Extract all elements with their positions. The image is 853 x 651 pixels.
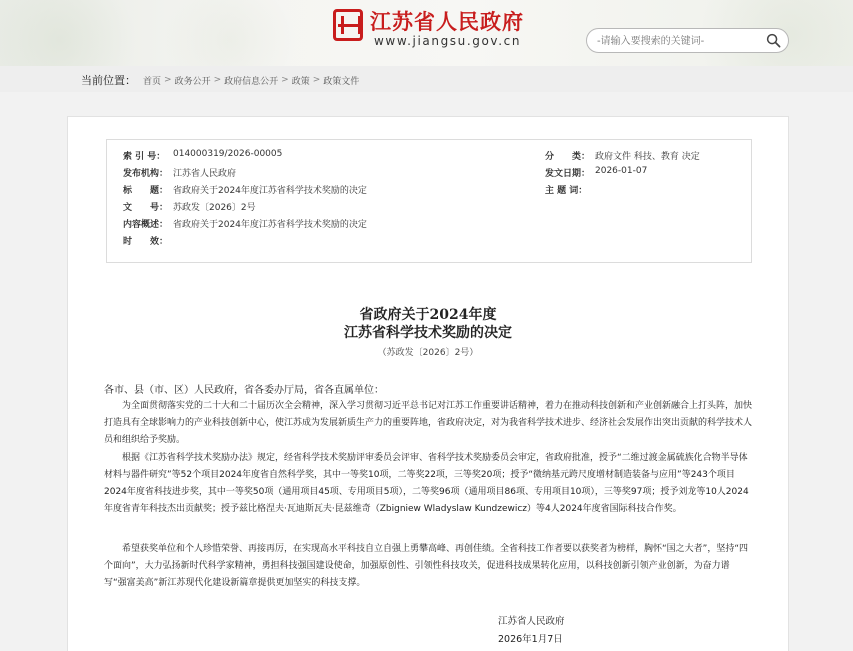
breadcrumb-item-info-disclosure[interactable]: 政府信息公开	[224, 76, 279, 87]
breadcrumb	[81, 72, 359, 88]
meta-index-row	[123, 149, 282, 162]
meta-index-label: 索 引 号：	[123, 152, 166, 162]
meta-index-value: 014000319/2026-00005	[173, 149, 283, 159]
document-sign-date: 2026年1月7日	[498, 634, 563, 645]
meta-date-label: 发文日期：	[545, 169, 591, 179]
header-decoration	[150, 0, 310, 66]
breadcrumb-item-policy[interactable]: 政策	[291, 76, 310, 87]
site-url: www.jiangsu.gov.cn	[374, 34, 522, 48]
meta-title-row	[123, 183, 367, 196]
meta-subject-label: 主 题 词：	[545, 186, 588, 196]
government-logo-icon[interactable]	[333, 9, 363, 41]
document-title-line2: 江苏省科学技术奖励的决定	[344, 325, 512, 341]
search-box	[586, 28, 789, 53]
meta-time-row	[123, 234, 173, 247]
site-header	[0, 0, 853, 66]
meta-time-label: 时 效：	[123, 237, 169, 247]
breadcrumb-item-home[interactable]: 首页	[143, 76, 162, 87]
breadcrumb-item-gov-affairs[interactable]: 政务公开	[174, 76, 211, 87]
meta-issuer-label: 发布机构：	[123, 169, 169, 179]
document-signature: 江苏省人民政府	[498, 616, 565, 627]
breadcrumb-separator: >	[281, 75, 289, 85]
breadcrumb-item-policy-docs[interactable]: 政策文件	[323, 76, 360, 87]
metadata-table	[106, 139, 752, 263]
breadcrumb-separator: >	[312, 75, 321, 85]
document-paragraph-1: 为全面贯彻落实党的二十大和二十届历次全会精神，深入学习贯彻习近平总书记对江苏工作重要讲话精神，着力在推动科技创新和产业创新融合上打头阵，加快打造具有全球影响力的产业科技创新中心，使江苏成为发展新质生产力的重要阵地，省政府决定，对为我省科学技术进步、经济社会发展作出突出贡献的科学技术人员和组织给予奖励。	[104, 401, 753, 445]
breadcrumb-label: 当前位置：	[81, 74, 136, 87]
meta-summary-row	[123, 217, 367, 230]
header-decoration	[0, 0, 150, 66]
meta-docno-row	[123, 200, 256, 213]
meta-category-row	[545, 149, 700, 162]
meta-summary-value: 省政府关于2024年度江苏省科学技术奖励的决定	[173, 220, 367, 230]
search-icon[interactable]	[766, 33, 781, 48]
meta-title-label: 标 题：	[123, 186, 169, 196]
meta-summary-label: 内容概述：	[123, 220, 169, 230]
meta-title-value: 省政府关于2024年度江苏省科学技术奖励的决定	[173, 186, 367, 196]
meta-category-value: 政府文件 科技、教育 决定	[595, 152, 700, 162]
meta-docno-value: 苏政发〔2026〕2号	[173, 203, 256, 213]
site-name[interactable]: 江苏省人民政府	[370, 10, 524, 34]
search-input[interactable]	[597, 33, 757, 49]
document-card	[67, 116, 789, 651]
breadcrumb-bar	[0, 66, 853, 92]
meta-issuer-value: 江苏省人民政府	[173, 169, 237, 179]
meta-subject-row	[545, 183, 595, 196]
breadcrumb-separator: >	[213, 75, 222, 85]
meta-issuer-row	[123, 166, 236, 179]
breadcrumb-separator: >	[164, 75, 172, 85]
document-paragraph-3: 希望获奖单位和个人珍惜荣誉、再接再厉，在实现高水平科技自立自强上勇攀高峰、再创佳绩。全省科技工作者要以获奖者为榜样，胸怀“国之大者”，坚持“四个面向”，大力弘扬新时代科学家精神，勇担科技强国建设使命，加强原创性、引领性科技攻关，促进科技成果转化应用，以科技创新引领产业创新，为奋力谱写“强富美高”新江苏现代化建设新篇章提供更加坚实的科技支撑。	[104, 544, 748, 588]
meta-docno-label: 文 号：	[123, 203, 169, 213]
document-title-line1: 省政府关于2024年度	[359, 307, 497, 323]
document-paragraph-2: 根据《江苏省科学技术奖励办法》规定，经省科学技术奖励评审委员会评审、省科学技术奖励委员会审定，省政府批准，授予“二维过渡金属硫族化合物半导体材料与器件研究”等52个项目2024年度省自然科学奖，其中一等奖10项，二等奖22项，三等奖20项；授予“微纳基元跨尺度增材制造装备与应用”等243个项目2024年度省科技进步奖，其中一等奖50项（通用项目45项、专用项目5项），二等奖96项（通用项目86项、专用项目10项），三等奖97项；授予刘龙等10人2024年度省青年科技杰出贡献奖；授予兹比格涅夫·瓦迪斯瓦夫·昆兹维奇（Zbigniew Wladyslaw Kundzewicz）等4人2024年度省国际科技合作奖。	[104, 453, 749, 514]
document-addressee: 各市、县（市、区）人民政府，省各委办厅局，省各直属单位：	[104, 385, 384, 396]
meta-date-row	[545, 166, 647, 179]
meta-date-value: 2026-01-07	[595, 166, 648, 176]
meta-category-label: 分 类：	[545, 152, 591, 162]
document-number: （苏政发〔2026〕2号）	[377, 348, 479, 358]
